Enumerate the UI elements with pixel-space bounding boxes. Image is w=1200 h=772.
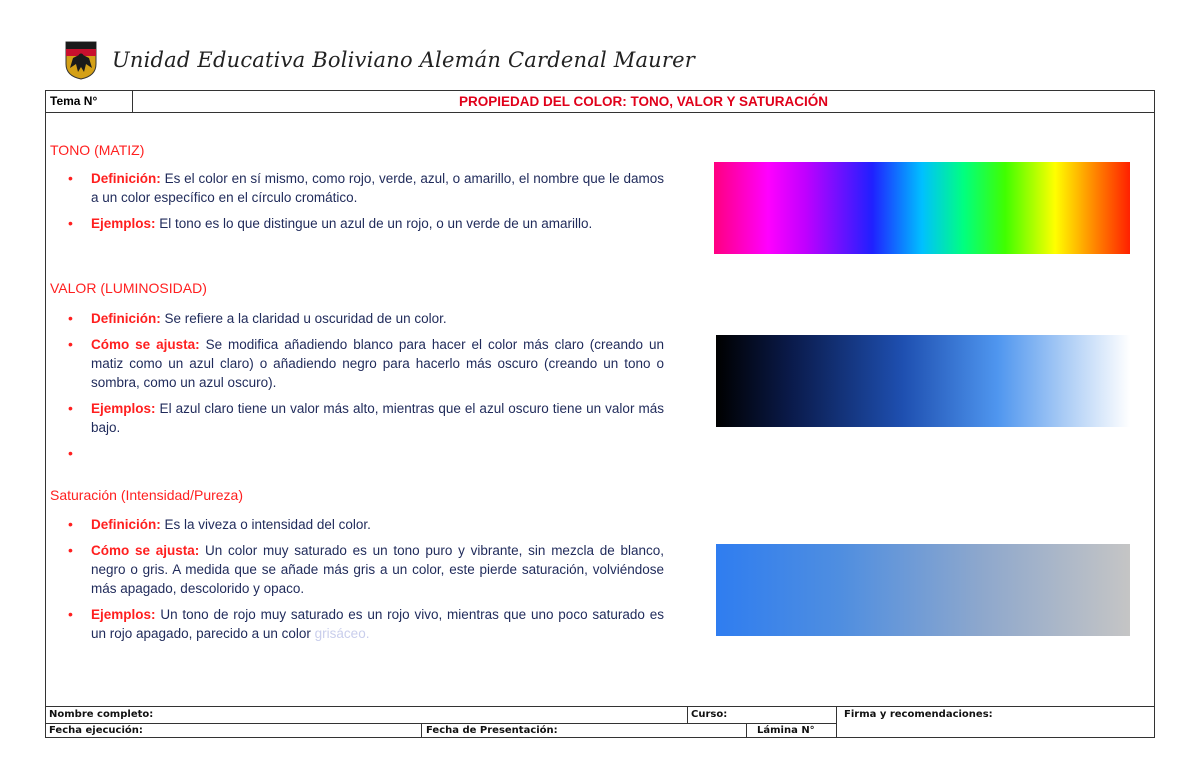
school-name: Unidad Educativa Boliviano Alemán Cardenal Maurer: [112, 48, 695, 72]
hue-spectrum-gradient: [714, 162, 1130, 254]
saturacion-list: [64, 515, 664, 650]
list-item: • Ejemplos: El tono es lo que distingue un azul de un rojo, o un verde de un amarillo.: [64, 214, 664, 233]
list-item: • Cómo se ajusta: Se modifica añadiendo blanco para hacer el color más claro (creando un matiz como un azul claro) o añadiendo negro para hacerlo más oscuro (creando un tono o sombra, como un azul oscuro).: [64, 335, 664, 392]
page-title: PROPIEDAD DEL COLOR: TONO, VALOR Y SATURACIÓN: [458, 94, 829, 109]
title-row: [46, 91, 1154, 113]
list-item: • Definición: Se refiere a la claridad u oscuridad de un color.: [64, 309, 664, 328]
footer-table: [46, 706, 1154, 738]
list-item: • Cómo se ajusta: Un color muy saturado es un tono puro y vibrante, sin mezcla de blanco, negro o gris. A medida que se añade más gris a un color, este pierde saturación, volviéndose más apagado, descolorido y opaco.: [64, 541, 664, 598]
list-item: • Definición: Es el color en sí mismo, como rojo, verde, azul, o amarillo, el nombre que le damos a un color específico en el círculo cromático.: [64, 169, 664, 207]
firma-label: Firma y recomendaciones:: [844, 709, 993, 720]
list-item: • Definición: Es la viveza o intensidad del color.: [64, 515, 664, 534]
fecha-ejecucion-label: Fecha ejecución:: [49, 725, 143, 736]
footer-divider: [421, 723, 422, 738]
fecha-presentacion-label: Fecha de Presentación:: [426, 725, 558, 736]
nombre-label: Nombre completo:: [49, 709, 154, 720]
worksheet-frame: [45, 90, 1155, 738]
footer-divider: [836, 707, 837, 738]
list-item-empty: [64, 444, 664, 463]
eagle-crest-icon: [64, 40, 98, 80]
value-gradient: [716, 335, 1130, 427]
valor-list: [64, 309, 664, 470]
list-item: • Ejemplos: Un tono de rojo muy saturado es un rojo vivo, mientras que uno poco saturado es un rojo apagado, parecido a un color grisáceo.: [64, 605, 664, 643]
section-heading-valor: VALOR (LUMINOSIDAD): [50, 280, 207, 296]
saturation-gradient: [716, 544, 1130, 636]
tono-list: [64, 169, 664, 240]
school-header: [64, 40, 695, 80]
footer-divider: [746, 723, 747, 738]
section-heading-saturacion: Saturación (Intensidad/Pureza): [50, 487, 243, 503]
section-heading-tono: TONO (MATIZ): [50, 142, 145, 158]
lamina-label: Lámina N°: [757, 725, 815, 736]
list-item: • Ejemplos: El azul claro tiene un valor más alto, mientras que el azul oscuro tiene un valor más bajo.: [64, 399, 664, 437]
tema-label: Tema N°: [46, 91, 133, 112]
curso-label: Curso:: [691, 709, 728, 720]
